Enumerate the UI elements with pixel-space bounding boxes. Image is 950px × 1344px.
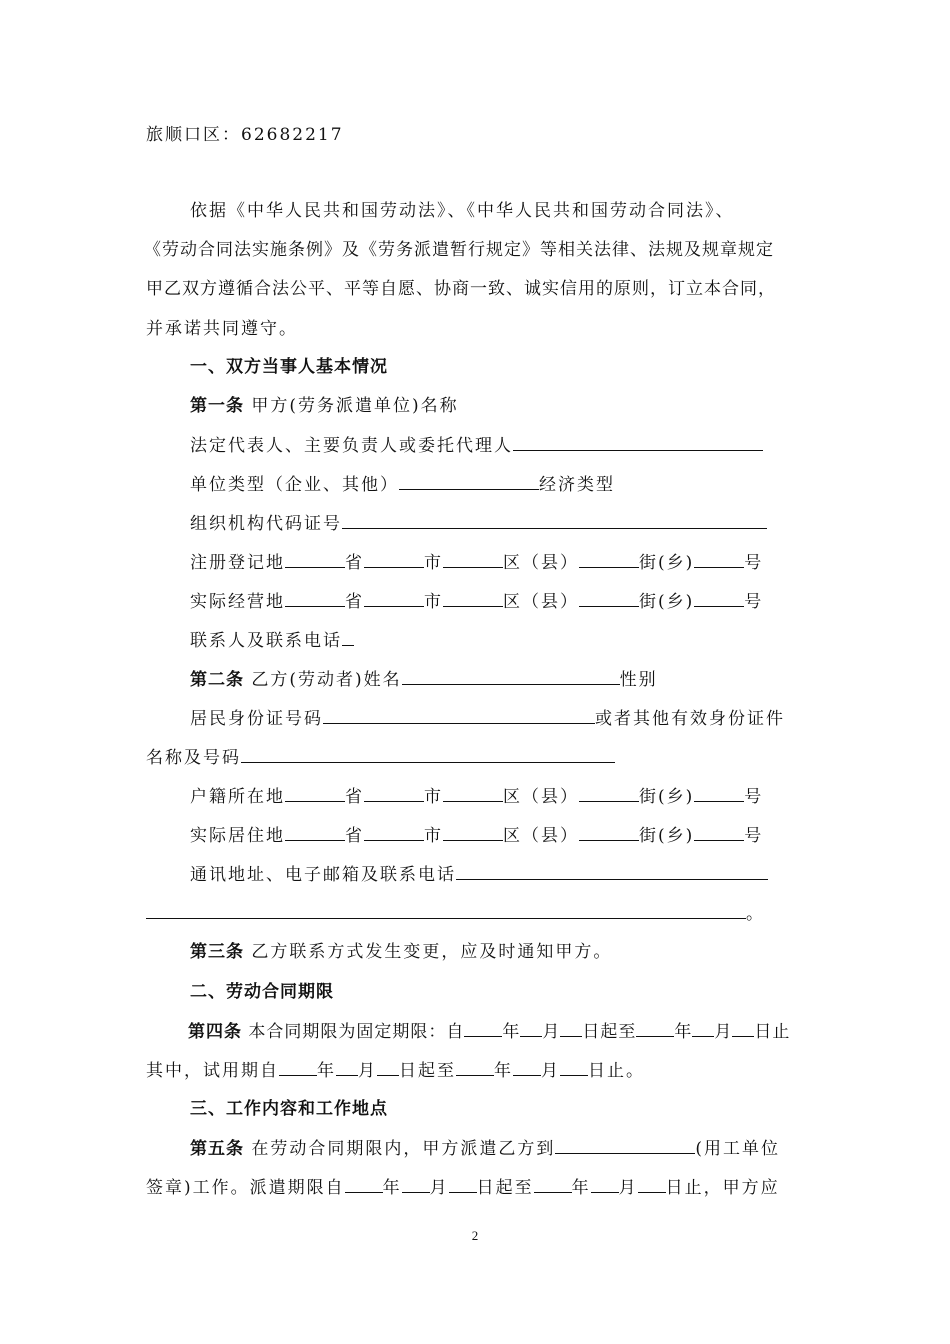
other-id-label-2: 名称及号码 [146, 748, 241, 768]
period-mark: 。 [746, 904, 765, 924]
article-2-line [190, 668, 658, 691]
trial-end-month-blank[interactable] [513, 1059, 541, 1076]
addr-city: 市 [424, 787, 443, 807]
end-day-blank[interactable] [732, 1020, 754, 1037]
year-label: 年 [494, 1061, 513, 1081]
mail-blank-2[interactable] [146, 902, 746, 919]
year-label: 年 [674, 1022, 693, 1042]
household-line [190, 785, 763, 808]
year-label: 年 [502, 1022, 521, 1042]
org-code-blank[interactable] [342, 512, 767, 529]
employer-blank[interactable] [555, 1137, 695, 1154]
dispatch-period-line [146, 1176, 780, 1199]
dispatch-start-year-blank[interactable] [345, 1176, 383, 1193]
addr-street: 街(乡) [639, 826, 695, 846]
reg-place-line [190, 551, 763, 574]
other-id-line [146, 746, 615, 769]
reg-number-blank[interactable] [694, 551, 744, 568]
addr-province: 省 [345, 826, 364, 846]
actual-city-blank[interactable] [364, 590, 424, 607]
contact-blank[interactable] [342, 629, 354, 646]
month-label: 月 [358, 1061, 377, 1081]
dispatch-end-year-blank[interactable] [534, 1176, 572, 1193]
mail-label: 通讯地址、电子邮箱及联系电话 [190, 865, 456, 885]
res-city-blank[interactable] [364, 824, 424, 841]
article-4-label: 第四条 [188, 1022, 242, 1042]
econ-type-label: 经济类型 [539, 475, 615, 495]
trial-start-day-blank[interactable] [377, 1059, 399, 1076]
month-label: 月 [429, 1178, 449, 1198]
article-3-label: 第三条 [190, 942, 244, 962]
article-5-tail: (用工单位 [695, 1139, 781, 1159]
hh-province-blank[interactable] [285, 785, 345, 802]
reg-place-label: 注册登记地 [190, 553, 285, 573]
dispatch-label: 签章)工作。派遣期限自 [146, 1178, 345, 1198]
from-label: 日起至 [476, 1178, 534, 1198]
residence-line [190, 824, 763, 847]
dispatch-start-month-blank[interactable] [402, 1176, 430, 1193]
actual-place-line [190, 590, 763, 613]
other-id-blank[interactable] [241, 746, 615, 763]
article-1 [190, 395, 459, 417]
name-blank[interactable] [402, 668, 620, 685]
unit-type-blank[interactable] [399, 473, 539, 490]
end-month-blank[interactable] [692, 1020, 714, 1037]
actual-street-blank[interactable] [579, 590, 639, 607]
other-id-label: 或者其他有效身份证件 [595, 709, 785, 729]
rep-blank[interactable] [513, 434, 763, 451]
from-label: 日起至 [399, 1061, 456, 1081]
residence-label: 实际居住地 [190, 826, 285, 846]
hh-number-blank[interactable] [694, 785, 744, 802]
addr-street: 街(乡) [639, 553, 695, 573]
from-label: 日起至 [582, 1022, 637, 1042]
article-4-line [188, 1020, 790, 1043]
until-end-label: 日止。 [588, 1061, 645, 1081]
org-code-line [190, 512, 767, 535]
page-number: 2 [471, 1228, 479, 1243]
actual-district-blank[interactable] [443, 590, 503, 607]
unit-type-line [190, 473, 615, 496]
addr-number: 号 [744, 787, 764, 807]
addr-street: 街(乡) [639, 787, 695, 807]
actual-place-label: 实际经营地 [190, 592, 285, 612]
end-year-blank[interactable] [636, 1020, 674, 1037]
contact-label: 联系人及联系电话 [190, 631, 342, 651]
month-label: 月 [541, 1061, 560, 1081]
year-label: 年 [382, 1178, 402, 1198]
addr-district: 区（县） [503, 826, 579, 846]
article-5-line [190, 1137, 780, 1160]
year-label: 年 [317, 1061, 336, 1081]
addr-province: 省 [345, 553, 364, 573]
hh-city-blank[interactable] [364, 785, 424, 802]
until-label: 日止 [754, 1022, 791, 1042]
article-1-label: 第一条 [190, 396, 244, 416]
intro-line-2: 《劳动合同法实施条例》及《劳务派遣暂行规定》等相关法律、法规及规章规定 [144, 240, 774, 260]
mail-blank[interactable] [456, 863, 768, 880]
dispatch-end-month-blank[interactable] [591, 1176, 619, 1193]
actual-number-blank[interactable] [694, 590, 744, 607]
rep-line [190, 434, 763, 457]
dispatch-tail: 日止，甲方应 [665, 1178, 780, 1198]
section2-title: 二、劳动合同期限 [190, 982, 334, 1002]
article-5-label: 第五条 [190, 1139, 244, 1159]
id-blank[interactable] [323, 707, 595, 724]
reg-city-blank[interactable] [364, 551, 424, 568]
article-3-text: 乙方联系方式发生变更，应及时通知甲方。 [251, 942, 613, 962]
trial-start-year-blank[interactable] [279, 1059, 317, 1076]
section3-title: 三、工作内容和工作地点 [190, 1099, 388, 1119]
reg-province-blank[interactable] [285, 551, 345, 568]
hh-street-blank[interactable] [579, 785, 639, 802]
dispatch-start-day-blank[interactable] [449, 1176, 477, 1193]
trial-end-year-blank[interactable] [456, 1059, 494, 1076]
res-province-blank[interactable] [285, 824, 345, 841]
id-label: 居民身份证号码 [190, 709, 323, 729]
unit-type-label: 单位类型（企业、其他） [190, 475, 399, 495]
article-2-label: 第二条 [190, 670, 244, 690]
addr-city: 市 [424, 553, 443, 573]
addr-district: 区（县） [503, 553, 579, 573]
month-label: 月 [714, 1022, 733, 1042]
intro-line-1: 依据《中华人民共和国劳动法》、《中华人民共和国劳动合同法》、 [190, 201, 735, 221]
intro-line-3: 甲乙双方遵循合法公平、平等自愿、协商一致、诚实信用的原则，订立本合同， [146, 279, 776, 299]
start-day-blank[interactable] [560, 1020, 582, 1037]
start-year-blank[interactable] [464, 1020, 502, 1037]
res-district-blank[interactable] [443, 824, 503, 841]
start-month-blank[interactable] [520, 1020, 542, 1037]
reg-street-blank[interactable] [579, 551, 639, 568]
addr-number: 号 [744, 592, 764, 612]
trial-label: 其中，试用期自 [146, 1061, 279, 1081]
addr-province: 省 [345, 592, 364, 612]
household-label: 户籍所在地 [190, 787, 285, 807]
addr-number: 号 [744, 553, 764, 573]
addr-street: 街(乡) [639, 592, 695, 612]
month-label: 月 [618, 1178, 638, 1198]
hh-district-blank[interactable] [443, 785, 503, 802]
month-label: 月 [542, 1022, 561, 1042]
mail-line [190, 863, 768, 886]
addr-number: 号 [744, 826, 764, 846]
contact-line [190, 629, 354, 652]
article-2-text: 乙方(劳动者)姓名 [251, 670, 402, 690]
addr-province: 省 [345, 787, 364, 807]
section1-title: 一、双方当事人基本情况 [190, 357, 388, 377]
trial-start-month-blank[interactable] [336, 1059, 358, 1076]
year-label: 年 [571, 1178, 591, 1198]
addr-city: 市 [424, 826, 443, 846]
addr-district: 区（县） [503, 592, 579, 612]
addr-city: 市 [424, 592, 443, 612]
id-line [190, 707, 785, 730]
rep-label: 法定代表人、主要负责人或委托代理人 [190, 436, 513, 456]
reg-district-blank[interactable] [443, 551, 503, 568]
org-code-label: 组织机构代码证号 [190, 514, 342, 534]
trial-end-day-blank[interactable] [560, 1059, 588, 1076]
res-number-blank[interactable] [694, 824, 744, 841]
addr-district: 区（县） [503, 787, 579, 807]
intro-line-4: 并承诺共同遵守。 [146, 319, 298, 339]
actual-province-blank[interactable] [285, 590, 345, 607]
header-line: 旅顺口区：62682217 [146, 125, 344, 145]
gender-label: 性别 [619, 670, 658, 690]
article-1-text: 甲方(劳务派遣单位)名称 [251, 396, 459, 416]
mail-continuation-line [146, 902, 765, 925]
trial-line [146, 1059, 645, 1082]
dispatch-end-day-blank[interactable] [638, 1176, 666, 1193]
res-street-blank[interactable] [579, 824, 639, 841]
article-3-line [190, 941, 612, 963]
article-4-text: 本合同期限为固定期限：自 [248, 1022, 465, 1042]
article-5-text: 在劳动合同期限内，甲方派遣乙方到 [251, 1139, 556, 1159]
